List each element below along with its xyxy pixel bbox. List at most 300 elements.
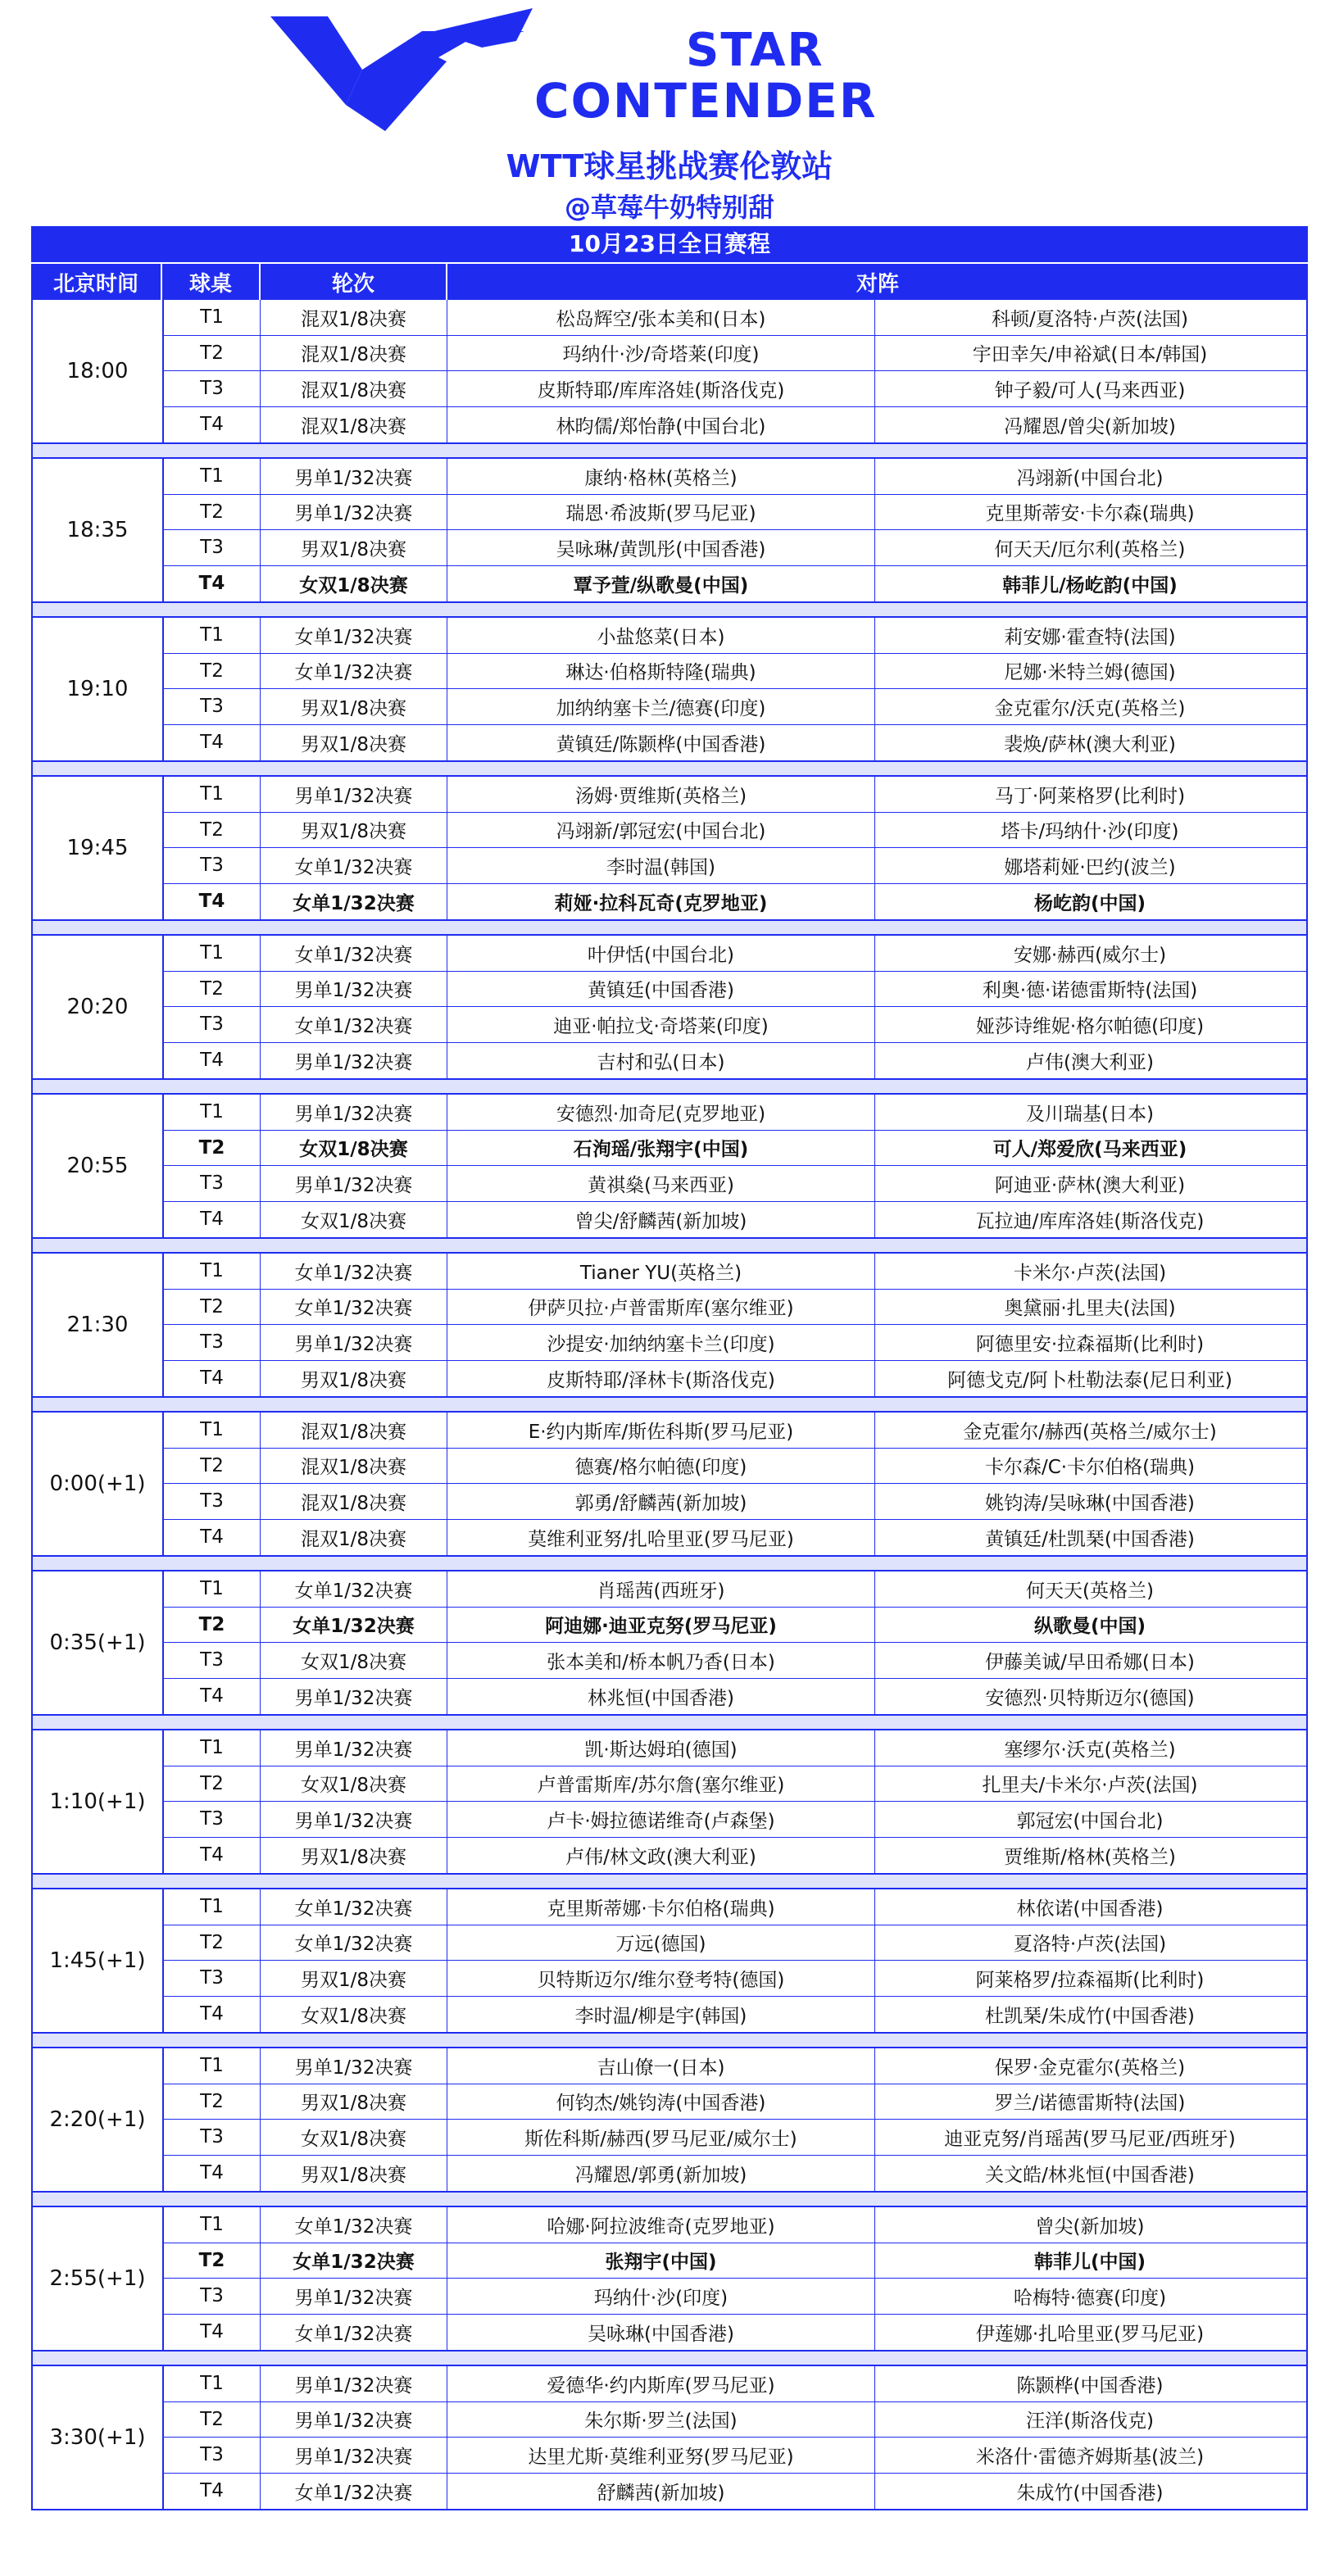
table-row [164,1608,1306,1644]
table-row [164,407,1306,443]
player-b-cell: 娅莎诗维妮·格尔帕德(印度) [975,1015,1205,1037]
table-cell: T1 [164,1413,261,1448]
player-a-cell: 达里尤斯·莫维利亚努(罗马尼亚) [447,2438,875,2473]
round-cell: 混双1/8决赛 [261,1520,447,1556]
column-header-row [31,262,1308,300]
player-a-cell: Tianer YU(英格兰) [447,1254,875,1289]
table-cell: T3 [164,2438,261,2473]
schedule-body [31,300,1308,2510]
table-cell: T2 [164,654,261,689]
player-a-cell: 加纳纳塞卡兰/德赛(印度) [447,689,875,724]
player-a-cell: 莉娅·拉科瓦奇(克罗地亚) [447,884,875,920]
player-b-cell: 关文皓/林兆恒(中国香港) [985,2164,1195,2186]
table-cell: T3 [164,1007,261,1042]
time-cell: 2:20(+1) [33,2048,164,2191]
time-block [31,1571,1308,1716]
table-row [164,848,1306,884]
table-cell: T2 [164,1925,261,1961]
time-cell: 20:55 [33,1095,164,1237]
table-cell: T1 [164,936,261,971]
round-cell: 女单1/32决赛 [261,1925,447,1961]
round-cell: 男单1/32决赛 [261,1730,447,1766]
table-row [164,1838,1306,1874]
table-cell: T1 [164,1571,261,1607]
table-cell: T1 [164,618,261,653]
round-cell: 男双1/8决赛 [261,689,447,724]
table-cell: T2 [164,1449,261,1484]
page-title: WTT球星挑战赛伦敦站 [506,148,833,184]
player-b-cell: 阿德里安·拉森福斯(比利时) [975,1333,1205,1355]
block-separator [31,1557,1308,1571]
table-cell: T1 [164,2366,261,2401]
round-cell: 女双1/8决赛 [261,566,447,602]
round-cell: 男单1/32决赛 [261,1166,447,1201]
table-cell: T3 [164,1802,261,1837]
table-cell: T2 [164,2084,261,2120]
table-row [164,2243,1306,2279]
block-separator [31,921,1308,936]
player-a-cell: 卢卡·姆拉德诺维奇(卢森堡) [447,1802,875,1837]
table-row [164,689,1306,725]
table-cell: T1 [164,459,261,494]
player-a-cell: 吴咏琳(中国香港) [447,2315,875,2351]
table-cell: T3 [164,1484,261,1519]
brand-wordmark [534,24,878,129]
table-cell: T4 [164,1679,261,1715]
time-block [31,1730,1308,1875]
player-b-cell: 哈梅特·德赛(印度) [1013,2287,1167,2309]
table-row [164,725,1306,761]
table-cell: T3 [164,1643,261,1678]
player-b-cell: 伊藤美诚/早田希娜(日本) [985,1651,1195,1673]
player-a-cell: 覃予萱/纵歌曼(中国) [447,566,875,602]
player-a-cell: 冯耀恩/郭勇(新加坡) [447,2156,875,2192]
time-cell: 1:10(+1) [33,1730,164,1873]
player-a-cell: 哈娜·阿拉波维奇(克罗地亚) [447,2207,875,2243]
table-cell: T4 [164,1043,261,1079]
player-a-cell: 曾尖/舒麟茜(新加坡) [447,1202,875,1238]
block-separator [31,444,1308,459]
player-b-cell: 黄镇廷/杜凯琹(中国香港) [985,1528,1195,1550]
player-b-cell: 卡尔森/C·卡尔伯格(瑞典) [984,1457,1196,1479]
player-a-cell: 凯·斯达姆珀(德国) [447,1730,875,1766]
table-cell: T2 [164,2402,261,2438]
player-a-cell: 松岛辉空/张本美和(日本) [447,300,875,335]
round-cell: 女单1/32决赛 [261,1007,447,1042]
player-a-cell: 冯翊新/郭冠宏(中国台北) [447,813,875,848]
table-row [164,1290,1306,1326]
player-b-cell: 塞缪尔·沃克(英格兰) [1004,1739,1176,1761]
player-a-cell: 吉山僚一(日本) [447,2048,875,2084]
table-cell: T1 [164,1254,261,1289]
player-b-cell: 保罗·金克霍尔(英格兰) [994,2057,1186,2079]
player-b-cell: 韩菲儿/杨屹韵(中国) [1002,574,1178,596]
player-b-cell: 迪亚克努/肖瑶茜(罗马尼亚/西班牙) [944,2128,1236,2150]
round-cell: 男单1/32决赛 [261,2366,447,2401]
round-cell: 女单1/32决赛 [261,1608,447,1643]
player-b-cell: 韩菲儿(中国) [1033,2252,1146,2274]
time-block [31,1095,1308,1239]
player-b-cell: 何天天(英格兰) [1026,1580,1154,1602]
round-cell: 男单1/32决赛 [261,1325,447,1360]
table-cell: T3 [164,2120,261,2155]
match-rows [164,1095,1306,1237]
round-cell: 男单1/32决赛 [261,495,447,530]
round-cell: 男双1/8决赛 [261,1838,447,1874]
round-cell: 男双1/8决赛 [261,813,447,848]
player-b-cell: 裴焕/萨林(澳大利亚) [1004,733,1176,755]
round-cell: 女单1/32决赛 [261,2315,447,2351]
round-cell: 女单1/32决赛 [261,848,447,883]
match-rows [164,618,1306,760]
player-b-cell: 卢伟(澳大利亚) [1026,1051,1154,1073]
time-cell: 21:30 [33,1254,164,1396]
table-row [164,1202,1306,1238]
player-b-cell: 阿迪亚·萨林(澳大利亚) [994,1174,1186,1196]
table-row [164,1961,1306,1997]
time-block [31,2207,1308,2352]
table-cell: T1 [164,2048,261,2084]
table-cell: T3 [164,1961,261,1996]
match-rows [164,1730,1306,1873]
table-row [164,1131,1306,1167]
table-row [164,459,1306,495]
column-header-table: 球桌 [162,264,261,300]
table-row [164,495,1306,531]
player-a-cell: 万远(德国) [447,1925,875,1961]
player-a-cell: 吴咏琳/黄凯彤(中国香港) [447,530,875,565]
player-b-cell: 卡米尔·卢茨(法国) [1013,1262,1167,1284]
table-row [164,530,1306,566]
player-b-cell: 奥黛丽·扎里夫(法国) [1004,1298,1176,1320]
player-a-cell: 何钧杰/姚钧涛(中国香港) [447,2084,875,2120]
player-a-cell: 皮斯特耶/库库洛娃(斯洛伐克) [447,371,875,406]
table-row [164,2156,1306,2192]
match-rows [164,1413,1306,1555]
table-cell: T4 [164,1520,261,1556]
time-cell: 0:35(+1) [33,1571,164,1714]
match-rows [164,1889,1306,2032]
round-cell: 女单1/32决赛 [261,936,447,971]
brand-bottom: CONTENDER [534,73,878,129]
time-block [31,2366,1308,2510]
brand-top: STAR [686,24,824,77]
table-cell: T4 [164,1997,261,2033]
table-row [164,1325,1306,1361]
round-cell: 女双1/8决赛 [261,1131,447,1166]
round-cell: 女单1/32决赛 [261,1889,447,1925]
player-a-cell: 爱德华·约内斯库(罗马尼亚) [447,2366,875,2401]
table-cell: T1 [164,777,261,812]
player-a-cell: 玛纳什·沙/奇塔莱(印度) [447,336,875,371]
table-cell: T4 [164,884,261,920]
time-block [31,618,1308,762]
player-a-cell: 瑞恩·希波斯(罗马尼亚) [447,495,875,530]
time-block [31,459,1308,603]
block-separator [31,762,1308,777]
player-b-cell: 曾尖(新加坡) [1035,2215,1145,2238]
time-cell: 0:00(+1) [33,1413,164,1555]
wtt-logo-icon [270,8,541,131]
match-rows [164,1254,1306,1396]
table-row [164,1449,1306,1485]
time-block [31,1413,1308,1557]
player-a-cell: 阿迪娜·迪亚克努(罗马尼亚) [447,1608,875,1643]
player-b-cell: 塔卡/玛纳什·沙(印度) [1001,821,1179,843]
round-cell: 女双1/8决赛 [261,1202,447,1238]
round-cell: 女双1/8决赛 [261,1766,447,1802]
round-cell: 男单1/32决赛 [261,2438,447,2473]
player-a-cell: 黄祺燊(马来西亚) [447,1166,875,1201]
player-a-cell: 舒麟茜(新加坡) [447,2474,875,2510]
table-row [164,1643,1306,1679]
player-a-cell: 德赛/格尔帕德(印度) [447,1449,875,1484]
player-b-cell: 冯耀恩/曾尖(新加坡) [1004,415,1176,438]
table-cell: T3 [164,1166,261,1201]
table-cell: T1 [164,1889,261,1925]
table-row [164,2366,1306,2402]
time-cell: 2:55(+1) [33,2207,164,2350]
time-cell: 18:00 [33,300,164,442]
player-a-cell: 黄镇廷(中国香港) [447,972,875,1007]
table-row [164,2084,1306,2120]
table-row [164,1484,1306,1520]
table-row [164,1802,1306,1838]
player-a-cell: 张翔宇(中国) [447,2243,875,2279]
player-a-cell: 卢伟/林文政(澳大利亚) [447,1838,875,1874]
round-cell: 男双1/8决赛 [261,2084,447,2120]
table-cell: T4 [164,725,261,761]
table-cell: T3 [164,530,261,565]
table-row [164,1520,1306,1556]
table-row [164,884,1306,920]
player-b-cell: 宇田幸矢/申裕斌(日本/韩国) [972,344,1208,366]
table-row [164,1730,1306,1766]
player-a-cell: E·约内斯库/斯佐科斯(罗马尼亚) [447,1413,875,1448]
time-block [31,1889,1308,2034]
round-cell: 男单1/32决赛 [261,972,447,1007]
player-b-cell: 莉安娜·霍查特(法国) [1004,626,1176,648]
round-cell: 女双1/8决赛 [261,1997,447,2033]
table-cell: T2 [164,1608,261,1643]
player-a-cell: 琳达·伯格斯特隆(瑞典) [447,654,875,689]
table-row [164,972,1306,1008]
round-cell: 女单1/32决赛 [261,2243,447,2279]
player-b-cell: 汪洋(斯洛伐克) [1026,2410,1154,2433]
table-row [164,1413,1306,1449]
round-cell: 男单1/32决赛 [261,1095,447,1130]
table-row [164,813,1306,849]
round-cell: 男单1/32决赛 [261,1802,447,1837]
player-a-cell: 安德烈·加奇尼(克罗地亚) [447,1095,875,1130]
match-rows [164,2207,1306,2350]
table-row [164,777,1306,813]
player-a-cell: 汤姆·贾维斯(英格兰) [447,777,875,812]
round-cell: 混双1/8决赛 [261,371,447,406]
player-b-cell: 姚钧涛/吴咏琳(中国香港) [985,1492,1195,1514]
player-a-cell: 叶伊恬(中国台北) [447,936,875,971]
round-cell: 女单1/32决赛 [261,2207,447,2243]
player-b-cell: 扎里夫/卡米尔·卢茨(法国) [982,1775,1198,1797]
header [0,0,1339,221]
column-header-match: 对阵 [856,271,899,297]
table-cell: T1 [164,1095,261,1130]
player-a-cell: 卢普雷斯库/苏尔詹(塞尔维亚) [447,1766,875,1802]
table-cell: T4 [164,566,261,602]
table-cell: T3 [164,1325,261,1360]
table-row [164,2315,1306,2351]
table-row [164,2438,1306,2474]
time-cell: 1:45(+1) [33,1889,164,2032]
player-b-cell: 杨屹韵(中国) [1033,892,1146,914]
player-a-cell: 李时温/柳是宇(韩国) [447,1997,875,2033]
round-cell: 男双1/8决赛 [261,725,447,761]
table-cell: T2 [164,495,261,530]
player-b-cell: 冯翊新(中国台北) [1016,467,1164,489]
round-cell: 男双1/8决赛 [261,2156,447,2192]
table-cell: T2 [164,336,261,371]
table-row [164,1679,1306,1715]
table-cell: T3 [164,371,261,406]
player-b-cell: 安德烈·贝特斯迈尔(德国) [985,1687,1195,1709]
round-cell: 混双1/8决赛 [261,1449,447,1484]
player-a-cell: 吉村和弘(日本) [447,1043,875,1079]
player-a-cell: 林兆恒(中国香港) [447,1679,875,1715]
table-row [164,1766,1306,1803]
table-cell: T2 [164,2243,261,2279]
round-cell: 女单1/32决赛 [261,618,447,653]
player-b-cell: 陈颢桦(中国香港) [1016,2374,1164,2397]
player-b-cell: 伊莲娜·扎哈里亚(罗马尼亚) [975,2323,1205,2345]
player-b-cell: 及川瑞基(日本) [1026,1103,1154,1125]
round-cell: 男单1/32决赛 [261,459,447,494]
player-b-cell: 罗兰/诺德雷斯特(法国) [994,2093,1186,2115]
player-b-cell: 克里斯蒂安·卡尔森(瑞典) [985,503,1195,525]
time-block [31,300,1308,444]
match-rows [164,777,1306,919]
player-a-cell: 小盐悠菜(日本) [447,618,875,653]
table-row [164,618,1306,654]
time-cell: 3:30(+1) [33,2366,164,2509]
table-cell: T4 [164,407,261,443]
player-a-cell: 林昀儒/郑怡静(中国台北) [447,407,875,443]
table-cell: T1 [164,2207,261,2243]
player-a-cell: 沙提安·加纳纳塞卡兰(印度) [447,1325,875,1360]
schedule-table [31,226,1308,2510]
match-rows [164,936,1306,1078]
player-b-cell: 米洛什·雷德齐姆斯基(波兰) [975,2446,1205,2468]
player-b-cell: 科顿/夏洛特·卢茨(法国) [991,308,1188,330]
round-cell: 男单1/32决赛 [261,2279,447,2314]
player-b-cell: 阿德戈克/阿卜杜勒法泰(尼日利亚) [947,1369,1232,1391]
table-cell: T4 [164,1202,261,1238]
round-cell: 男单1/32决赛 [261,1043,447,1079]
table-cell: T2 [164,1766,261,1802]
player-b-cell: 林依诺(中国香港) [1016,1898,1164,1920]
table-row [164,2207,1306,2243]
table-row [164,2402,1306,2438]
player-b-cell: 金克霍尔/赫西(英格兰/威尔士) [963,1421,1217,1443]
player-b-cell: 夏洛特·卢茨(法国) [1013,1934,1167,1956]
table-row [164,300,1306,336]
round-cell: 女单1/32决赛 [261,1254,447,1289]
round-cell: 女单1/32决赛 [261,2474,447,2510]
block-separator [31,1716,1308,1730]
round-cell: 女单1/32决赛 [261,1571,447,1607]
player-b-cell: 娜塔莉娅·巴约(波兰) [1004,856,1176,878]
player-a-cell: 郭勇/舒麟茜(新加坡) [447,1484,875,1519]
player-a-cell: 朱尔斯·罗兰(法国) [447,2402,875,2438]
player-a-cell: 皮斯特耶/泽林卡(斯洛伐克) [447,1361,875,1397]
time-block [31,2048,1308,2193]
block-separator [31,2193,1308,2207]
table-row [164,336,1306,372]
round-cell: 男双1/8决赛 [261,1361,447,1397]
table-cell: T3 [164,2279,261,2314]
match-rows [164,2048,1306,2191]
player-b-cell: 贾维斯/格林(英格兰) [1004,1846,1176,1868]
round-cell: 男单1/32决赛 [261,777,447,812]
time-block [31,936,1308,1080]
table-cell: T1 [164,300,261,335]
table-row [164,1007,1306,1043]
table-cell: T4 [164,2474,261,2510]
time-cell: 18:35 [33,459,164,601]
player-a-cell: 康纳·格林(英格兰) [447,459,875,494]
player-b-cell: 利奥·德·诺德雷斯特(法国) [982,980,1198,1002]
round-cell: 混双1/8决赛 [261,1413,447,1448]
round-cell: 混双1/8决赛 [261,300,447,335]
match-rows [164,459,1306,601]
table-row [164,2474,1306,2510]
player-a-cell: 贝特斯迈尔/维尔登考特(德国) [447,1961,875,1996]
player-a-cell: 李时温(韩国) [447,848,875,883]
round-cell: 混双1/8决赛 [261,336,447,371]
match-rows [164,300,1306,442]
player-b-cell: 可人/郑爱欣(马来西亚) [992,1139,1187,1161]
block-separator [31,1239,1308,1254]
player-b-cell: 朱成竹(中国香港) [1016,2482,1164,2504]
table-cell: T2 [164,1131,261,1166]
table-cell: T4 [164,1838,261,1874]
player-a-cell: 石洵瑶/张翔宇(中国) [447,1131,875,1166]
player-a-cell: 迪亚·帕拉戈·奇塔莱(印度) [447,1007,875,1042]
player-a-cell: 黄镇廷/陈颢桦(中国香港) [447,725,875,761]
column-header-time: 北京时间 [31,264,162,300]
table-row [164,936,1306,972]
table-row [164,654,1306,690]
block-separator [31,603,1308,618]
table-row [164,1889,1306,1925]
round-cell: 女双1/8决赛 [261,1643,447,1678]
player-b-cell: 瓦拉迪/库库洛娃(斯洛伐克) [975,1210,1205,1232]
table-cell: T2 [164,813,261,848]
table-row [164,2048,1306,2084]
table-cell: T4 [164,2315,261,2351]
table-row [164,566,1306,602]
time-block [31,777,1308,921]
table-cell: T2 [164,972,261,1007]
table-row [164,1361,1306,1397]
table-row [164,1043,1306,1079]
player-b-cell: 杜凯琹/朱成竹(中国香港) [985,2005,1195,2027]
round-cell: 男双1/8决赛 [261,1961,447,1996]
player-b-cell: 纵歌曼(中国) [1033,1616,1146,1638]
round-cell: 女单1/32决赛 [261,654,447,689]
player-a-cell: 斯佐科斯/赫西(罗马尼亚/威尔士) [447,2120,875,2155]
table-row [164,1166,1306,1202]
block-separator [31,1080,1308,1095]
